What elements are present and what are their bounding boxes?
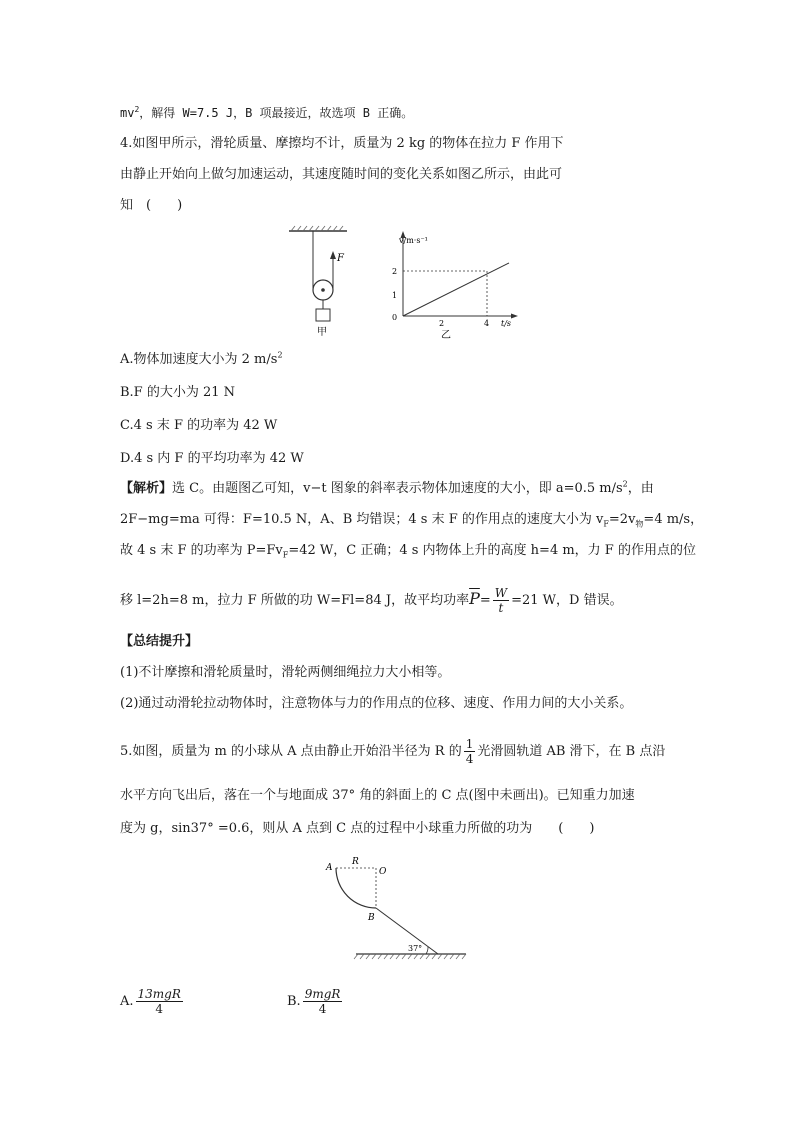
quarter-arc [336,868,376,908]
analysis-line-2: 2F−mg=ma 可得：F=10.5 N，A、B 均错误；4 s 末 F 的作用点的速度大小为 $v_F=2v_物=4$ m/s， [120,512,704,529]
y-axis-label: v/m·s⁻¹ [399,236,428,245]
vt-graph [385,228,525,340]
prev-answer-line [120,104,413,122]
q4-option-b: B.F 的大小为 21 N [120,385,236,400]
summary-title: 【总结提升】 [120,634,199,649]
option-a-fraction: $\frac{\text{13mgR}}{4}$ [137,987,181,1016]
point-a-label: A [326,863,333,873]
pulley-figure [285,225,385,345]
q5-line-3: 度为 g，sin37° =0.6，则从 A 点到 C 点的过程中小球重力所做的功为 ( ) [120,821,595,836]
x-axis-label: t/s [501,319,512,328]
analysis-line-3: 故 4 s 末 F 的功率为 $P=Fv_F=42$ W，C 正确；4 s 内物体上升的高度 h=4 m，力 F 的作用点的位 [120,543,696,560]
q4-line-1: 4.如图甲所示，滑轮质量、摩擦均不计，质量为 2 kg 的物体在拉力 F 作用下 [120,136,564,151]
incline [376,908,438,954]
q4-option-a: A.物体加速度大小为 2 $m/s^2$ [120,350,283,367]
summary-item-1: (1)不计摩擦和滑轮质量时，滑轮两侧细绳拉力大小相等。 [120,665,451,680]
analysis-tag: 【解析】 [120,481,173,496]
text-rest: ，解得 W=7.5 J，B 项最接近，故选项 B 正确。 [139,106,414,120]
q4-option-c: C.4 s 末 F 的功率为 42 W [120,418,278,433]
x-tick-4: 4 [484,319,490,328]
q4-option-d: D.4 s 内 F 的平均功率为 42 W [120,451,304,466]
option-b-fraction: $\frac{\text{9mgR}}{4}$ [304,987,341,1016]
analysis-line-4: 移 l=2h=8 m，拉力 F 所做的功 W=Fl=84 J，故平均功率$\overline{P}=$ $\frac{W}{t}$ =21 W，D 错误。 [120,586,623,615]
angle-label: 37° [408,944,423,953]
q5-option-b: B. $\frac{\text{9mgR}}{4}$ [287,987,341,1016]
quarter-fraction: $\frac{1}{4}$ [465,737,474,766]
y-tick-0: 0 [392,313,398,322]
q5-option-a: A. $\frac{\text{13mgR}}{4}$ [120,987,181,1016]
point-o-label: O [379,867,387,877]
track-figure [320,852,480,964]
force-label: F [337,253,344,264]
power-fraction: $\frac{W}{t}$ [494,586,508,615]
figure-caption-yi: 乙 [441,330,451,340]
q5-line-2: 水平方向飞出后，落在一个与地面成 37° 角的斜面上的 C 点(图中未画出)。已知重力加速 [120,788,635,803]
q5-line-1: 5.如图，质量为 m 的小球从 A 点由静止开始沿半径为 R 的 $\frac{1}{4}$ 光滑圆轨道 AB 滑下，在 B 点沿 [120,737,666,766]
y-tick-1: 1 [392,291,398,300]
radius-label: R [352,857,359,867]
superscript: 2 [134,105,140,114]
x-tick-2: 2 [439,319,445,328]
point-b-label: B [368,913,375,923]
summary-item-2: (2)通过动滑轮拉动物体时，注意物体与力的作用点的位移、速度、作用力间的大小关系。 [120,696,633,711]
analysis-line-1: 【解析】选 C。由题图乙可知，v−t 图象的斜率表示物体加速度的大小，即 a=0.5 $m/s^2$，由 [120,479,654,496]
q4-line-3: 知 ( ) [120,198,183,213]
avg-power-symbol: $\overline{P}$ [469,589,480,608]
text-mv: mv [120,106,135,120]
figure-caption-jia: 甲 [317,327,327,338]
q4-line-2: 由静止开始向上做匀加速运动，其速度随时间的变化关系如图乙所示，由此可 [120,167,563,182]
y-tick-2: 2 [392,267,398,276]
